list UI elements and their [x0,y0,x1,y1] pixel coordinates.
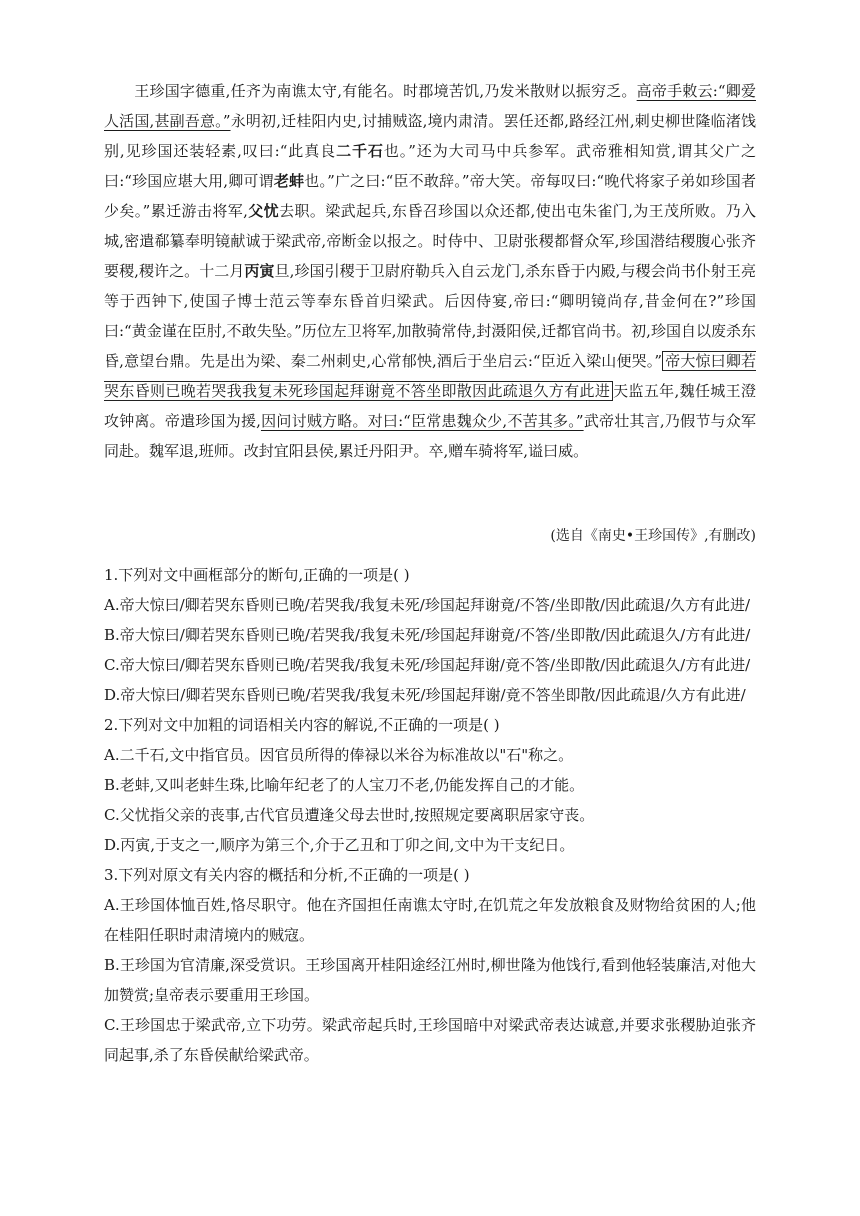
bold-term: 父忧 [247,202,280,220]
questions-section [104,560,756,1070]
option-d: D.帝大惊曰/卿若哭东昏则已晚/若哭我/我复未死/珍国起拜谢/竟不答坐即散/因此疏退/久方有此进/ [104,686,746,704]
passage-text: 天监五年,魏任城王澄攻钟离。帝遣珍国为援, [104,382,756,430]
option-c: C.父忧指父亲的丧事,古代官员遭逢父母去世时,按照规定要离职居家守丧。 [104,806,595,824]
option-d: D.丙寅,于支之一,顺序为第三个,介于乙丑和丁卯之间,文中为干支纪日。 [104,836,575,854]
option-c: C.帝大惊曰/卿若哭东昏则已晚/若哭我/我复未死/珍国起拜谢/竟不答/坐即散/因此疏退久/方有此进/ [104,656,751,674]
question-stem: 3.下列对原文有关内容的概括和分析,不正确的一项是( ) [104,866,470,884]
option-b: B.老蚌,又叫老蚌生珠,比喻年纪老了的人宝刀不老,仍能发挥自己的才能。 [104,776,585,794]
source-citation: (选自《南史•王珍国传》,有删改) [550,528,756,544]
passage-text: 武帝壮其言,乃假节与众军同赴。魏军退,班师。改封宜阳县侯,累迁丹阳尹。卒,赠车骑将军,谥曰威。 [104,412,756,460]
passage-text: 去职。梁武起兵,东昏召珍国以众还都,使出屯朱雀门,为王茂所败。乃入城,密遣郗纂奉明镜献诚于梁武帝,帝断金以报之。时侍中、卫尉张稷都督众军,珍国潜结稷腹心张齐要稷,稷许之。十二月 [104,202,756,280]
question-stem: 1.下列对文中画框部分的断句,正确的一项是( ) [104,566,410,584]
passage-text: 王珍国字德重,任齐为南谯太守,有能名。时郡境苦饥,乃发米散财以振穷乏。 [134,82,637,100]
option-a: A.王珍国体恤百姓,恪尽职守。他在齐国担任南谯太守时,在饥荒之年发放粮食及财物给贫困的人;他在桂阳任职时肃清境内的贼寇。 [104,896,756,944]
passage-text: 也。”广之曰:“臣不敢辞。”帝大笑。帝每叹曰:“晚代将家子弟如珍国者少矣。”累迁游击将军, [104,172,756,220]
passage-text: 旦,珍国引稷于卫尉府勒兵入自云龙门,杀东昏于内殿,与稷会尚书仆射王亮等于西钟下,使国子博士范云等奉东昏首归梁武。后因侍宴,帝曰:“卿明镜尚存,昔金何在?”珍国曰:“黄金谨在臣肘,不敢失坠。”历位左卫将军,加散骑常侍,封滠阳侯,迁都官尚书。初,珍国自以废杀东昏,意望台鼎。先是出为梁、秦二州刺史,心常郁怏,酒后于坐启云:“臣近入梁山便哭。” [104,262,756,370]
option-b: B.帝大惊曰/卿若哭东昏则已晚/若哭我/我复未死/珍国起拜谢竟/不答/坐即散/因此疏退久/方有此进/ [104,626,751,644]
option-c: C.王珍国忠于梁武帝,立下功劳。梁武帝起兵时,王珍国暗中对梁武帝表达诚意,并要求张稷胁迫张齐同起事,杀了东昏侯献给梁武帝。 [104,1016,756,1064]
option-a: A.二千石,文中指官员。因官员所得的俸禄以米谷为标准故以"石"称之。 [104,746,574,764]
underlined-sentence: 因问讨贼方略。对曰:“臣常患魏众少,不苦其多。” [260,412,584,430]
option-a: A.帝大惊曰/卿若哭东昏则已晚/若哭我/我复未死/珍国起拜谢竟/不答/坐即散/因此疏退/久方有此进/ [104,596,751,614]
bold-term: 丙寅 [244,262,275,280]
bold-term: 二千石 [336,142,384,160]
passage-text: 永明初,迁桂阳内史,讨捕贼盗,境内肃清。罢任还都,路经江州,刺史柳世隆临渚饯别,见珍国还装轻素,叹曰:“此真良 [104,112,756,160]
option-b: B.王珍国为官清廉,深受赏识。王珍国离开桂阳途经江州时,柳世隆为他饯行,看到他轻装廉洁,对他大加赞赏;皇帝表示要重用王珍国。 [104,956,756,1004]
question-stem: 2.下列对文中加粗的词语相关内容的解说,不正确的一项是( ) [104,716,500,734]
underlined-sentence: 高帝手敕云:“卿爱人活国,甚副吾意。” [104,82,756,130]
passage-text: 也。”还为大司马中兵参军。武帝雅相知赏,谓其父广之曰:“珍国应堪大用,卿可谓 [104,142,756,190]
boxed-passage: 帝大惊曰卿若哭东昏则已晚若哭我我复未死珍国起拜谢竟不答坐即散因此疏退久方有此进 [104,352,756,400]
bold-term: 老蚌 [273,172,305,190]
classical-passage [104,76,756,466]
